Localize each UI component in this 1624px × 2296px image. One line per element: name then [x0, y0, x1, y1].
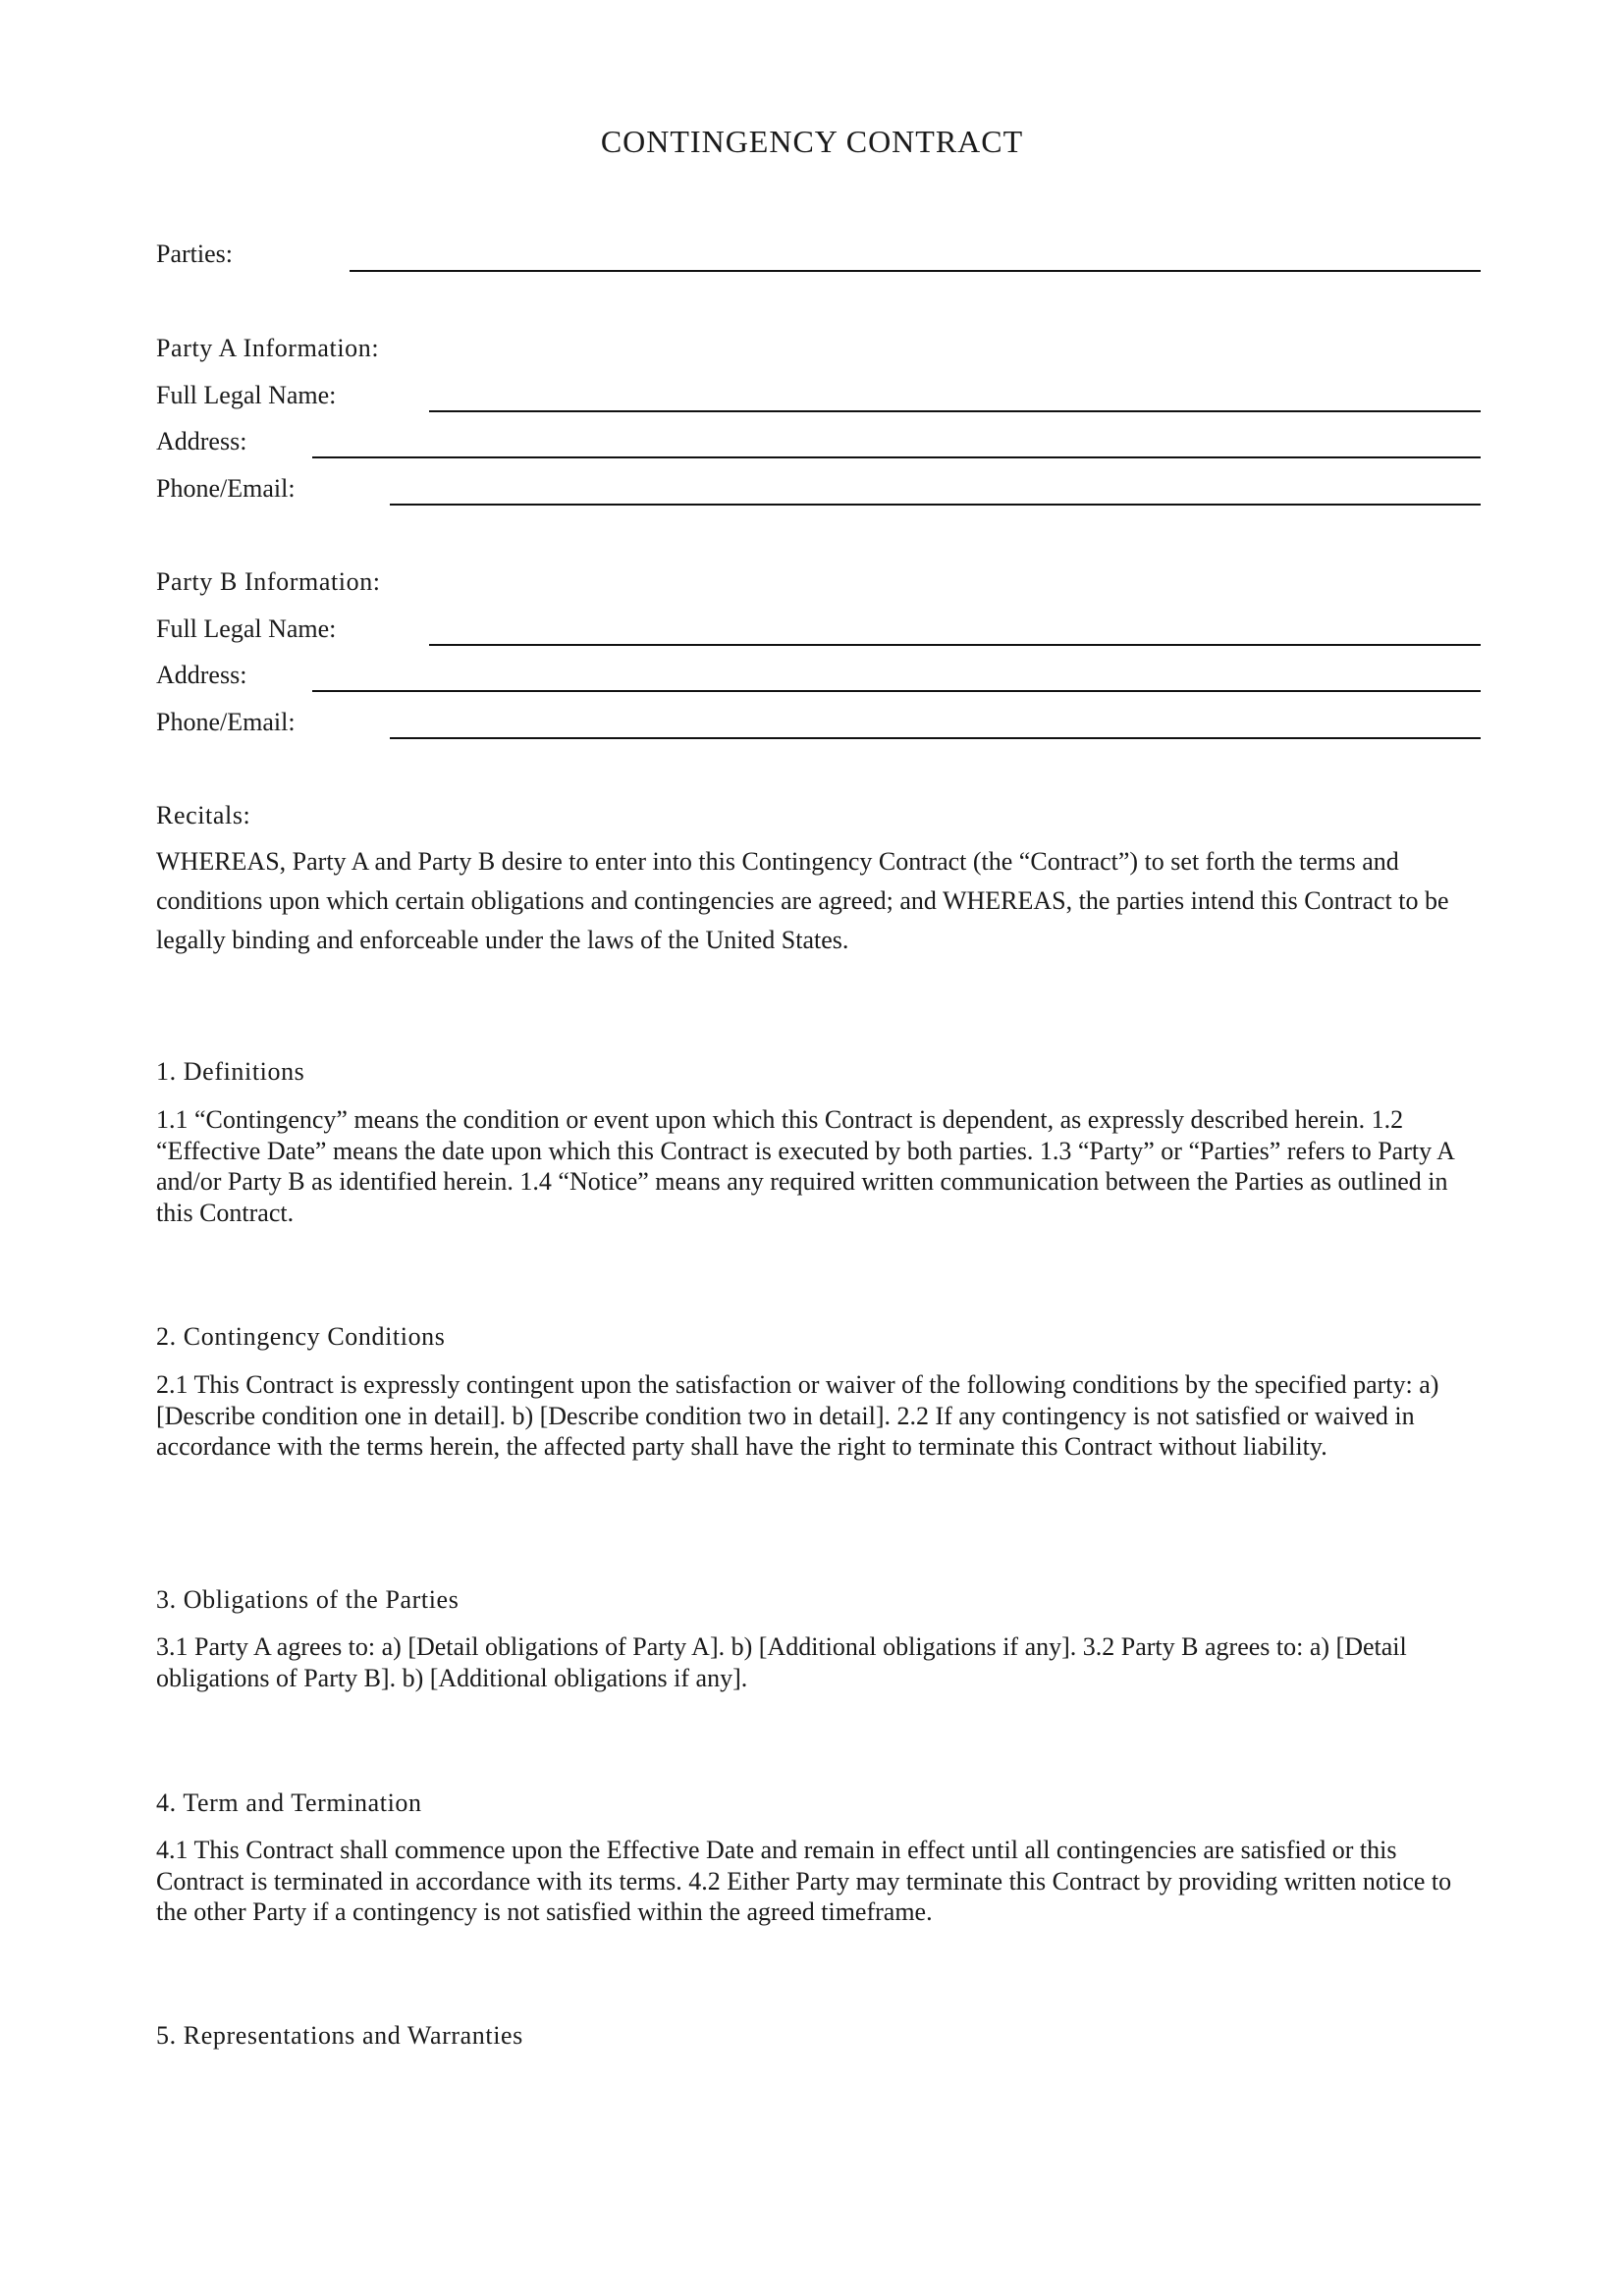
party-a-name-label: Full Legal Name: — [156, 381, 337, 409]
section-3-heading: 3. Obligations of the Parties — [156, 1585, 460, 1614]
section-4-text: 4.1 This Contract shall commence upon the Effective Date and remain in effect until all contingencies are satisfied or this Contract is terminated in accordance with its terms. 4.2 Either Party may terminate this Contract by providing written notice to the other Party if a contingency is not satisfied within the agreed timeframe. — [156, 1836, 1452, 1926]
party-a-heading: Party A Information: — [156, 334, 380, 362]
party-b-address-field[interactable] — [312, 690, 1481, 692]
party-b-contact-label: Phone/Email: — [156, 708, 296, 736]
party-a-contact-label: Phone/Email: — [156, 474, 296, 503]
recitals-heading: Recitals: — [156, 801, 251, 829]
section-1-heading: 1. Definitions — [156, 1057, 305, 1086]
party-a-address-label: Address: — [156, 427, 247, 455]
party-b-heading: Party B Information: — [156, 567, 381, 596]
party-a-name-field[interactable] — [429, 410, 1481, 412]
section-5-heading: 5. Representations and Warranties — [156, 2021, 523, 2050]
parties-field[interactable] — [350, 270, 1481, 272]
parties-label: Parties: — [156, 240, 233, 268]
section-3-text: 3.1 Party A agrees to: a) [Detail obligations of Party A]. b) [Additional obligations if any]. 3.2 Party B agrees to: a) [Detail obligations of Party B]. b) [Additional obligations if any]. — [156, 1632, 1407, 1692]
section-2-heading: 2. Contingency Conditions — [156, 1322, 446, 1351]
party-b-name-field[interactable] — [429, 644, 1481, 646]
section-2-text: 2.1 This Contract is expressly contingent upon the satisfaction or waiver of the following conditions by the specified party: a) [Describe condition one in detail]. b) [Describe condition two in detail]. 2.2 If any contingency is not satisfied or waived in accordance with the terms herein, the affected party shall have the right to terminate this Contract without liability. — [156, 1370, 1439, 1461]
party-a-address-field[interactable] — [312, 456, 1481, 458]
party-b-name-label: Full Legal Name: — [156, 614, 337, 643]
section-1-text: 1.1 “Contingency” means the condition or event upon which this Contract is dependent, as expressly described herein. 1.2 “Effective Date” means the date upon which this Contract is executed by both parties. 1.3 “Party” or “Parties” refers to Party A and/or Party B as identified herein. 1.4 “Notice” means any required written communication between the Parties as outlined in this Contract. — [156, 1105, 1454, 1227]
section-4-heading: 4. Term and Termination — [156, 1789, 422, 1817]
document-title: CONTINGENCY CONTRACT — [600, 124, 1024, 159]
party-b-address-label: Address: — [156, 661, 247, 689]
recitals-text: WHEREAS, Party A and Party B desire to enter into this Contingency Contract (the “Contract”) to set forth the terms and conditions upon which certain obligations and contingencies are agreed; and WHEREAS, the parties intend this Contract to be legally binding and enforceable under the laws of the United States. — [156, 847, 1449, 954]
party-b-contact-field[interactable] — [390, 737, 1481, 739]
party-a-contact-field[interactable] — [390, 504, 1481, 506]
